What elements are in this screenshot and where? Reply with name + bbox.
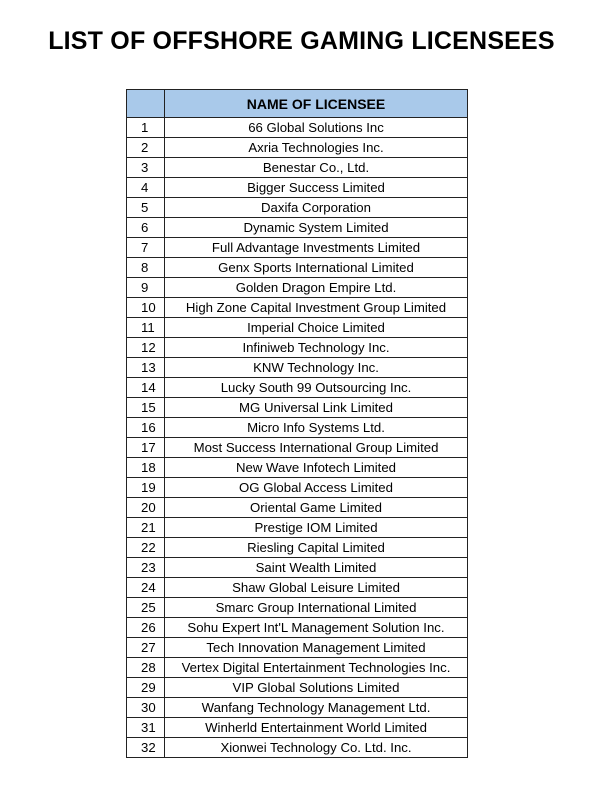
table-row — [127, 418, 468, 438]
table-row — [127, 158, 468, 178]
row-number: 8 — [127, 258, 165, 278]
licensee-name: 66 Global Solutions Inc — [165, 118, 468, 138]
row-number: 3 — [127, 158, 165, 178]
licensee-name: KNW Technology Inc. — [165, 358, 468, 378]
licensee-name: Sohu Expert Int'L Management Solution Inc. — [165, 618, 468, 638]
licensee-name: Axria Technologies Inc. — [165, 138, 468, 158]
licensee-name: High Zone Capital Investment Group Limited — [165, 298, 468, 318]
licensee-name: Infiniweb Technology Inc. — [165, 338, 468, 358]
table-row — [127, 578, 468, 598]
row-number: 17 — [127, 438, 165, 458]
table-row — [127, 138, 468, 158]
table-row — [127, 538, 468, 558]
table-row — [127, 318, 468, 338]
licensee-name: Full Advantage Investments Limited — [165, 238, 468, 258]
licensee-name: OG Global Access Limited — [165, 478, 468, 498]
licensee-name: Golden Dragon Empire Ltd. — [165, 278, 468, 298]
table-header-row — [127, 90, 468, 118]
row-number: 6 — [127, 218, 165, 238]
table-row — [127, 558, 468, 578]
row-number: 10 — [127, 298, 165, 318]
table-row — [127, 638, 468, 658]
table-row — [127, 718, 468, 738]
row-number: 15 — [127, 398, 165, 418]
row-number: 25 — [127, 598, 165, 618]
table-row — [127, 178, 468, 198]
table-row — [127, 698, 468, 718]
licensee-name: Tech Innovation Management Limited — [165, 638, 468, 658]
table-row — [127, 678, 468, 698]
licensee-name: Bigger Success Limited — [165, 178, 468, 198]
column-header-number — [127, 90, 165, 118]
row-number: 7 — [127, 238, 165, 258]
row-number: 5 — [127, 198, 165, 218]
licensee-name: Daxifa Corporation — [165, 198, 468, 218]
row-number: 21 — [127, 518, 165, 538]
licensee-name: New Wave Infotech Limited — [165, 458, 468, 478]
row-number: 23 — [127, 558, 165, 578]
row-number: 19 — [127, 478, 165, 498]
table-row — [127, 298, 468, 318]
row-number: 22 — [127, 538, 165, 558]
licensee-name: Prestige IOM Limited — [165, 518, 468, 538]
licensee-name: Smarc Group International Limited — [165, 598, 468, 618]
table-row — [127, 658, 468, 678]
licensee-name: Lucky South 99 Outsourcing Inc. — [165, 378, 468, 398]
table-row — [127, 498, 468, 518]
table-row — [127, 438, 468, 458]
licensee-name: Wanfang Technology Management Ltd. — [165, 698, 468, 718]
table-row — [127, 478, 468, 498]
table-row — [127, 198, 468, 218]
table-row — [127, 458, 468, 478]
licensee-name: Dynamic System Limited — [165, 218, 468, 238]
row-number: 32 — [127, 738, 165, 758]
licensee-table — [126, 89, 468, 758]
licensee-name: Winherld Entertainment World Limited — [165, 718, 468, 738]
row-number: 24 — [127, 578, 165, 598]
licensee-table-body — [127, 118, 468, 758]
table-row — [127, 398, 468, 418]
licensee-name: Shaw Global Leisure Limited — [165, 578, 468, 598]
row-number: 4 — [127, 178, 165, 198]
row-number: 28 — [127, 658, 165, 678]
row-number: 14 — [127, 378, 165, 398]
table-row — [127, 518, 468, 538]
licensee-name: Imperial Choice Limited — [165, 318, 468, 338]
row-number: 11 — [127, 318, 165, 338]
table-row — [127, 618, 468, 638]
row-number: 2 — [127, 138, 165, 158]
table-row — [127, 738, 468, 758]
licensee-name: MG Universal Link Limited — [165, 398, 468, 418]
row-number: 18 — [127, 458, 165, 478]
licensee-name: Saint Wealth Limited — [165, 558, 468, 578]
table-row — [127, 218, 468, 238]
row-number: 1 — [127, 118, 165, 138]
page-title: LIST OF OFFSHORE GAMING LICENSEES — [48, 27, 555, 55]
row-number: 29 — [127, 678, 165, 698]
licensee-name: Vertex Digital Entertainment Technologies Inc. — [165, 658, 468, 678]
table-row — [127, 378, 468, 398]
row-number: 27 — [127, 638, 165, 658]
table-row — [127, 358, 468, 378]
table-row — [127, 258, 468, 278]
licensee-name: Benestar Co., Ltd. — [165, 158, 468, 178]
licensee-name: VIP Global Solutions Limited — [165, 678, 468, 698]
table-row — [127, 338, 468, 358]
licensee-name: Riesling Capital Limited — [165, 538, 468, 558]
licensee-name: Genx Sports International Limited — [165, 258, 468, 278]
table-row — [127, 238, 468, 258]
row-number: 31 — [127, 718, 165, 738]
table-row — [127, 598, 468, 618]
row-number: 30 — [127, 698, 165, 718]
row-number: 13 — [127, 358, 165, 378]
row-number: 20 — [127, 498, 165, 518]
row-number: 16 — [127, 418, 165, 438]
row-number: 26 — [127, 618, 165, 638]
row-number: 9 — [127, 278, 165, 298]
row-number: 12 — [127, 338, 165, 358]
licensee-name: Oriental Game Limited — [165, 498, 468, 518]
table-row — [127, 118, 468, 138]
licensee-name: Xionwei Technology Co. Ltd. Inc. — [165, 738, 468, 758]
table-row — [127, 278, 468, 298]
column-header-name: NAME OF LICENSEE — [165, 90, 468, 118]
licensee-name: Most Success International Group Limited — [165, 438, 468, 458]
licensee-name: Micro Info Systems Ltd. — [165, 418, 468, 438]
